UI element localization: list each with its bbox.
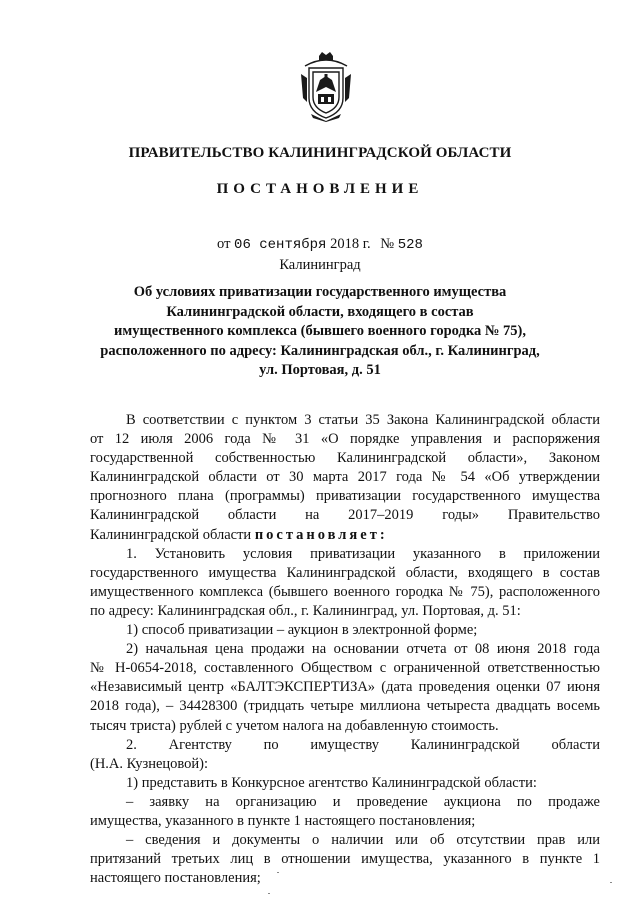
body-line-text: притязаний третьих лиц в отношении имущества, указанного в пункте 1	[90, 851, 600, 868]
body-line	[90, 545, 600, 564]
body-line-text: – сведения и документы о наличии или об отсутствии прав или	[126, 832, 600, 849]
body-line	[90, 468, 600, 487]
decree-body	[90, 411, 600, 888]
date-value: 06 сентября	[234, 237, 327, 253]
body-line	[90, 526, 600, 545]
resolves-keyword: постановляет:	[254, 526, 388, 543]
body-line-text: государственного имущества Калининградской области, входящего в состав	[90, 564, 600, 581]
scan-speck	[277, 872, 279, 873]
body-line-text: В соответствии с пунктом 3 статьи 35 Закона Калининградской области	[126, 412, 600, 428]
body-line-text: Калининградской области от 30 марта 2017 года № 54 «Об утверждении	[90, 469, 600, 486]
decree-number: 528	[397, 237, 423, 253]
body-line-text: – заявку на организацию и проведение аукциона по продаже	[126, 793, 600, 810]
decree-date-number-line	[0, 236, 640, 253]
body-line-text: по адресу: Калининградская обл., г. Калининград, ул. Портовая, д. 51:	[90, 602, 521, 619]
body-line-text: имущественного комплекса (бывшего военного городка № 75), расположенного	[90, 583, 600, 600]
body-line	[90, 831, 600, 850]
body-line-text: 1. Установить условия приватизации указанного в приложении	[126, 545, 600, 562]
government-heading: ПРАВИТЕЛЬСТВО КАЛИНИНГРАДСКОЙ ОБЛАСТИ	[128, 145, 512, 161]
body-line-text: (Н.А. Кузнецовой):	[90, 755, 209, 772]
body-line	[90, 449, 600, 468]
body-line	[90, 506, 600, 525]
scan-speck	[268, 893, 270, 894]
title-line: Калининградской области, входящего в состав	[166, 303, 474, 320]
date-prefix: от	[217, 236, 231, 252]
body-line	[90, 564, 600, 583]
body-line	[90, 793, 600, 812]
body-line	[90, 621, 600, 640]
city-name: Калининград	[279, 257, 361, 273]
body-line	[90, 736, 600, 755]
body-line	[90, 869, 600, 888]
body-line-text: 2018 года), – 34428300 (тридцать четыре миллиона четыреста двадцать восемь	[90, 698, 600, 715]
body-line-text: 1) представить в Конкурсное агентство Калининградской области:	[126, 774, 537, 791]
coat-of-arms-emblem	[299, 52, 353, 122]
body-line-text: 2. Агентству по имуществу Калининградской области	[126, 736, 600, 753]
body-line	[90, 697, 600, 716]
title-line: расположенного по адресу: Калининградская обл., г. Калининград,	[100, 342, 540, 359]
body-line-text: «Независимый центр «БАЛТЭКСПЕРТИЗА» (дата проведения оценки 07 июня	[90, 679, 600, 696]
body-line	[90, 659, 600, 678]
body-line	[90, 678, 600, 697]
title-line: ул. Портовая, д. 51	[259, 362, 381, 379]
body-line-text: Калининградской области	[90, 526, 252, 543]
body-line-text: имущества, указанного в пункте 1 настоящего постановления;	[90, 812, 476, 829]
body-line-text: настоящего постановления;	[90, 870, 261, 887]
body-line-text: тысяч триста) рублей с учетом налога на добавленную стоимость.	[90, 717, 499, 734]
body-line	[90, 812, 600, 831]
body-line	[90, 411, 600, 430]
number-sign: №	[380, 236, 395, 252]
body-line	[90, 430, 600, 449]
title-line: Об условиях приватизации государственного имущества	[133, 284, 507, 300]
body-line	[90, 850, 600, 869]
scan-speck	[610, 882, 612, 883]
body-line	[90, 640, 600, 659]
body-line-text: 1) способ приватизации – аукцион в электронной форме;	[126, 622, 478, 639]
body-line-text: Калининградской области на 2017–2019 годы» Правительство	[90, 507, 600, 524]
body-line	[90, 487, 600, 506]
body-line-text: 2) начальная цена продажи на основании отчета от 08 июня 2018 года	[126, 641, 600, 658]
body-line	[90, 583, 600, 602]
body-line	[90, 602, 600, 621]
decree-type-heading: ПОСТАНОВЛЕНИЕ	[216, 181, 424, 197]
body-line-text: № Н-0654-2018, составленного Обществом с ограниченной ответственностью	[90, 660, 600, 677]
body-line-text: от 12 июля 2006 года № 31 «О порядке управления и распоряжения	[90, 431, 600, 448]
body-line-text: государственной собственностью Калининградской области», Законом	[90, 450, 600, 467]
title-line: имущественного комплекса (бывшего военного городка № 75),	[114, 323, 526, 340]
date-year: 2018 г.	[330, 236, 371, 252]
body-line	[90, 717, 600, 736]
decree-title	[70, 283, 570, 381]
body-line-text: прогнозного плана (программы) приватизации государственного имущества	[90, 488, 600, 505]
body-line	[90, 774, 600, 793]
body-line	[90, 755, 600, 774]
